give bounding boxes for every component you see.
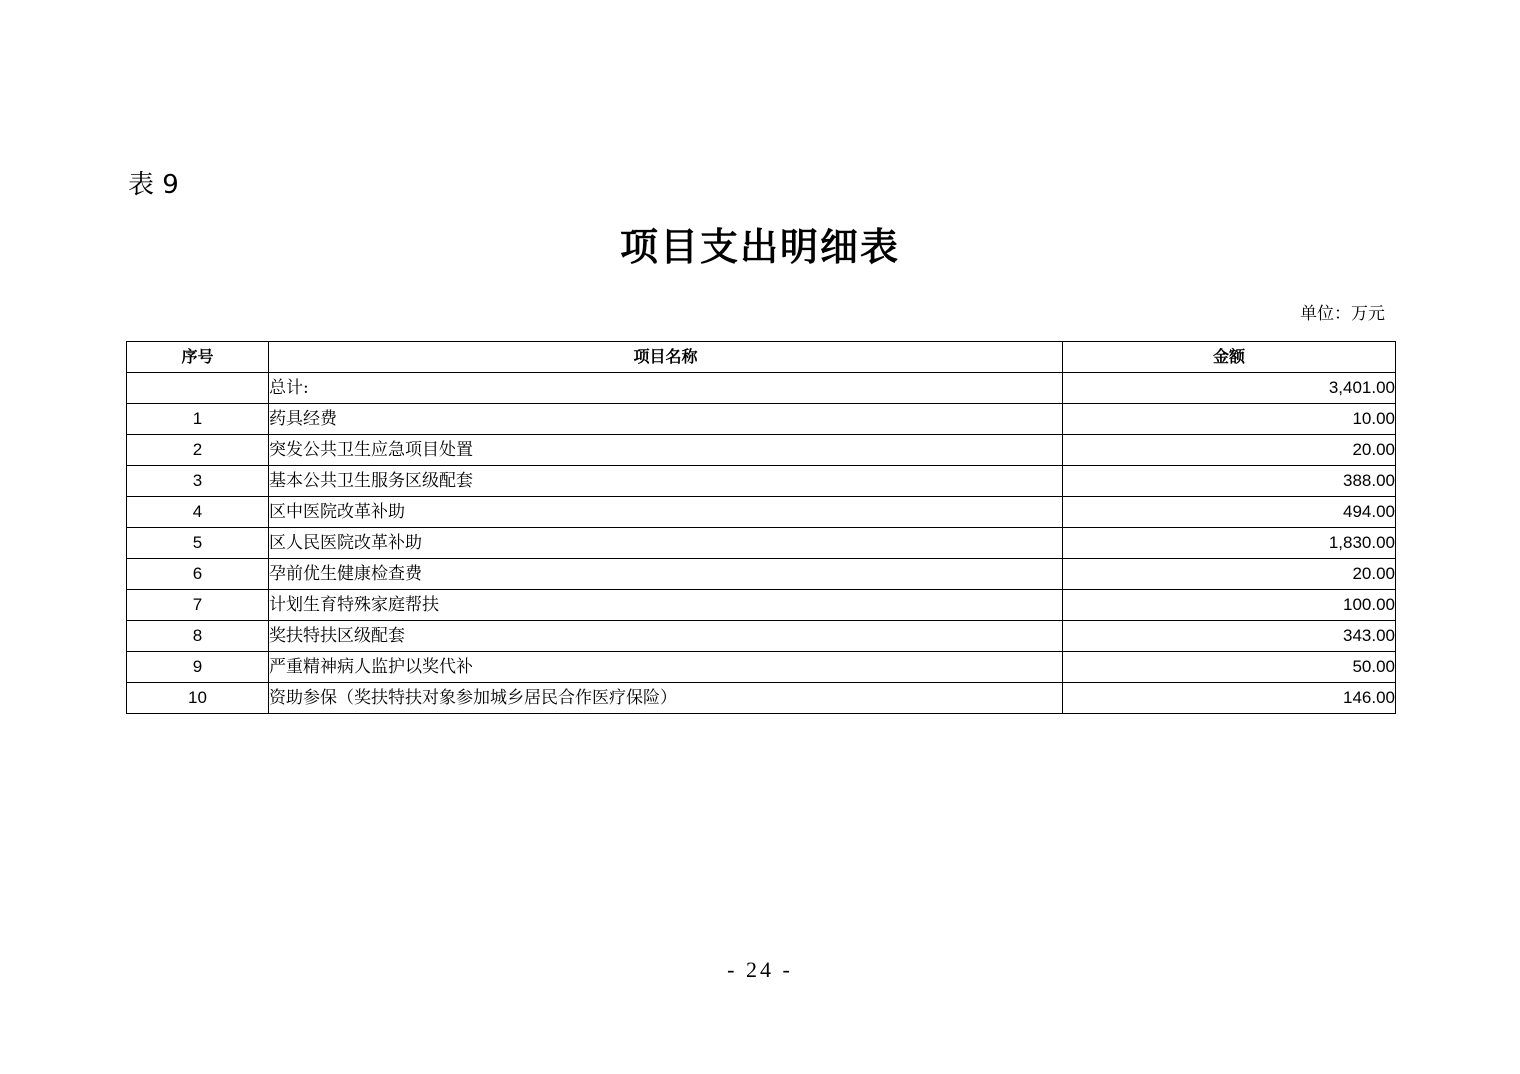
row-name: 突发公共卫生应急项目处置 <box>269 435 1063 466</box>
row-amount: 3,401.00 <box>1063 373 1396 404</box>
row-amount: 50.00 <box>1063 652 1396 683</box>
row-name: 区人民医院改革补助 <box>269 528 1063 559</box>
table-row <box>127 683 1396 714</box>
table-row <box>127 528 1396 559</box>
row-name: 药具经费 <box>269 404 1063 435</box>
row-amount: 20.00 <box>1063 435 1396 466</box>
row-name: 基本公共卫生服务区级配套 <box>269 466 1063 497</box>
table-row <box>127 435 1396 466</box>
row-amount: 146.00 <box>1063 683 1396 714</box>
column-header-name: 项目名称 <box>269 342 1063 373</box>
row-name: 计划生育特殊家庭帮扶 <box>269 590 1063 621</box>
row-no: 5 <box>127 528 269 559</box>
table-row <box>127 466 1396 497</box>
row-no: 4 <box>127 497 269 528</box>
row-amount: 1,830.00 <box>1063 528 1396 559</box>
table-header-row <box>127 342 1396 373</box>
table-row <box>127 590 1396 621</box>
row-no: 1 <box>127 404 269 435</box>
row-no: 6 <box>127 559 269 590</box>
expenditure-table <box>126 341 1396 714</box>
page-title: 项目支出明细表 <box>619 225 900 269</box>
row-no: 9 <box>127 652 269 683</box>
row-no: 7 <box>127 590 269 621</box>
unit-label: 单位：万元 <box>1300 304 1385 324</box>
row-name: 严重精神病人监护以奖代补 <box>269 652 1063 683</box>
table-row <box>127 652 1396 683</box>
row-no <box>127 373 269 404</box>
row-no: 8 <box>127 621 269 652</box>
table-row <box>127 497 1396 528</box>
row-amount: 343.00 <box>1063 621 1396 652</box>
row-amount: 100.00 <box>1063 590 1396 621</box>
row-amount: 20.00 <box>1063 559 1396 590</box>
row-no: 2 <box>127 435 269 466</box>
row-name: 资助参保（奖扶特扶对象参加城乡居民合作医疗保险） <box>269 683 1063 714</box>
row-name: 孕前优生健康检查费 <box>269 559 1063 590</box>
page-number: - 24 - <box>727 957 793 982</box>
column-header-no: 序号 <box>127 342 269 373</box>
row-name: 区中医院改革补助 <box>269 497 1063 528</box>
row-no: 3 <box>127 466 269 497</box>
table-row <box>127 559 1396 590</box>
row-no: 10 <box>127 683 269 714</box>
table-row <box>127 621 1396 652</box>
row-name: 总计: <box>269 373 1063 404</box>
column-header-amount: 金额 <box>1063 342 1396 373</box>
row-amount: 494.00 <box>1063 497 1396 528</box>
table-label: 表 9 <box>128 170 179 200</box>
table-row-total <box>127 373 1396 404</box>
table-row <box>127 404 1396 435</box>
row-name: 奖扶特扶区级配套 <box>269 621 1063 652</box>
row-amount: 388.00 <box>1063 466 1396 497</box>
row-amount: 10.00 <box>1063 404 1396 435</box>
